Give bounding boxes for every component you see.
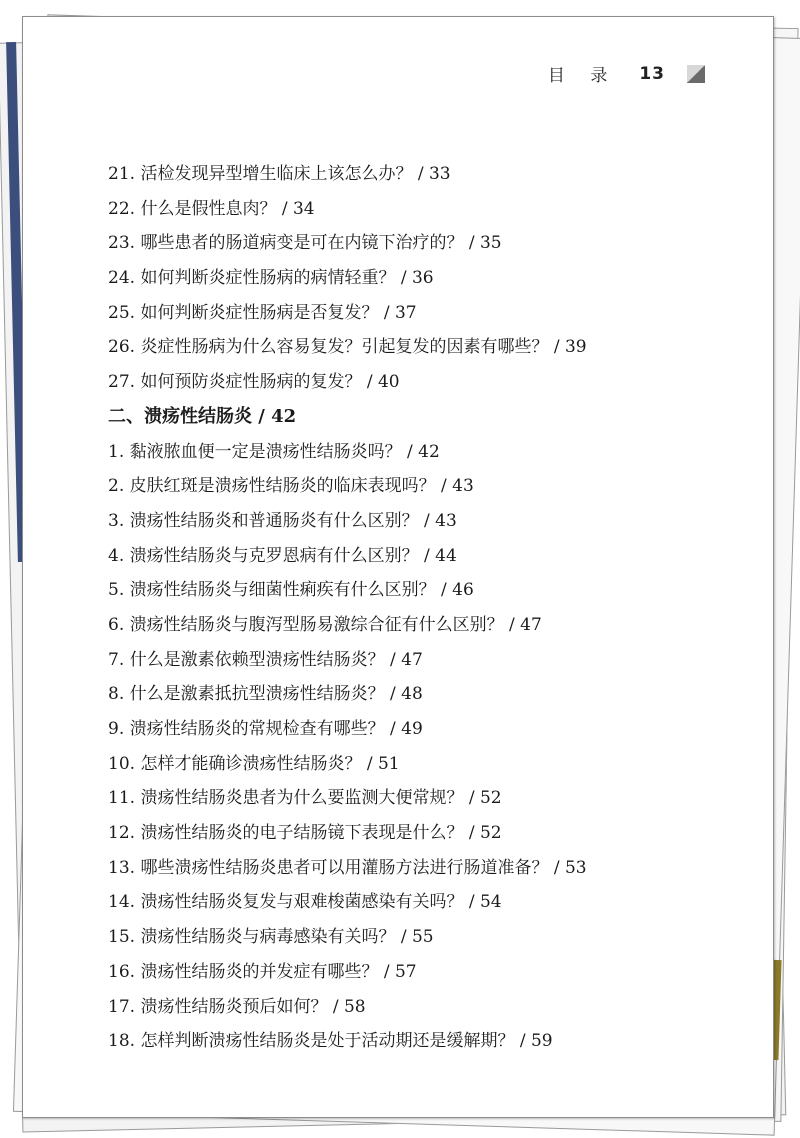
section-title: 目 录 <box>547 66 618 86</box>
toc-entry: 7. 什么是激素依赖型溃疡性结肠炎？ / 47 <box>108 649 423 670</box>
toc-entry: 4. 溃疡性结肠炎与克罗恩病有什么区别？ / 44 <box>108 545 457 566</box>
toc-section-heading: 二、溃疡性结肠炎 / 42 <box>108 405 297 427</box>
toc-entry: 23. 哪些患者的肠道病变是可在内镜下治疗的？ / 35 <box>108 233 502 254</box>
toc-entry: 25. 如何判断炎症性肠病是否复发？ / 37 <box>108 302 417 323</box>
toc-entry: 17. 溃疡性结肠炎预后如何？ / 58 <box>108 996 366 1017</box>
toc-entry: 22. 什么是假性息肉？ / 34 <box>108 198 315 219</box>
document-page <box>22 16 774 1118</box>
page-number: 13 <box>639 63 665 84</box>
toc-entry: 5. 溃疡性结肠炎与细菌性痢疾有什么区别？ / 46 <box>108 580 474 601</box>
toc-entry: 1. 黏液脓血便一定是溃疡性结肠炎吗？ / 42 <box>108 441 440 462</box>
toc-entry: 9. 溃疡性结肠炎的常规检查有哪些？ / 49 <box>108 719 423 739</box>
toc-entry: 11. 溃疡性结肠炎患者为什么要监测大便常规？ / 52 <box>108 788 502 809</box>
toc-entry: 6. 溃疡性结肠炎与腹泻型肠易激综合征有什么区别？ / 47 <box>108 614 542 635</box>
toc-entry: 15. 溃疡性结肠炎与病毒感染有关吗？ / 55 <box>108 927 434 948</box>
toc-entry: 8. 什么是激素抵抗型溃疡性结肠炎？ / 48 <box>108 684 423 705</box>
corner-mark-icon <box>687 65 705 83</box>
toc-entry: 14. 溃疡性结肠炎复发与艰难梭菌感染有关吗？ / 54 <box>108 892 502 913</box>
toc-entry: 3. 溃疡性结肠炎和普通肠炎有什么区别？ / 43 <box>108 510 457 531</box>
toc-entry: 21. 活检发现异型增生临床上该怎么办？ / 33 <box>108 164 451 184</box>
toc-entry: 26. 炎症性肠病为什么容易复发？引起复发的因素有哪些？ / 39 <box>108 337 587 358</box>
toc-entry: 2. 皮肤红斑是溃疡性结肠炎的临床表现吗？ / 43 <box>108 476 474 497</box>
toc-entry: 10. 怎样才能确诊溃疡性结肠炎？ / 51 <box>108 753 400 774</box>
toc-entry: 24. 如何判断炎症性肠病的病情轻重？ / 36 <box>108 268 434 289</box>
toc-entry: 18. 怎样判断溃疡性结肠炎是处于活动期还是缓解期？ / 59 <box>108 1031 553 1052</box>
toc-entry: 16. 溃疡性结肠炎的并发症有哪些？ / 57 <box>108 961 417 982</box>
running-header <box>548 61 705 86</box>
toc-entry: 13. 哪些溃疡性结肠炎患者可以用灌肠方法进行肠道准备？ / 53 <box>108 857 587 878</box>
toc-entry: 12. 溃疡性结肠炎的电子结肠镜下表现是什么？ / 52 <box>108 823 502 844</box>
toc-entry: 27. 如何预防炎症性肠病的复发？ / 40 <box>108 372 400 393</box>
table-of-contents <box>108 157 587 1059</box>
